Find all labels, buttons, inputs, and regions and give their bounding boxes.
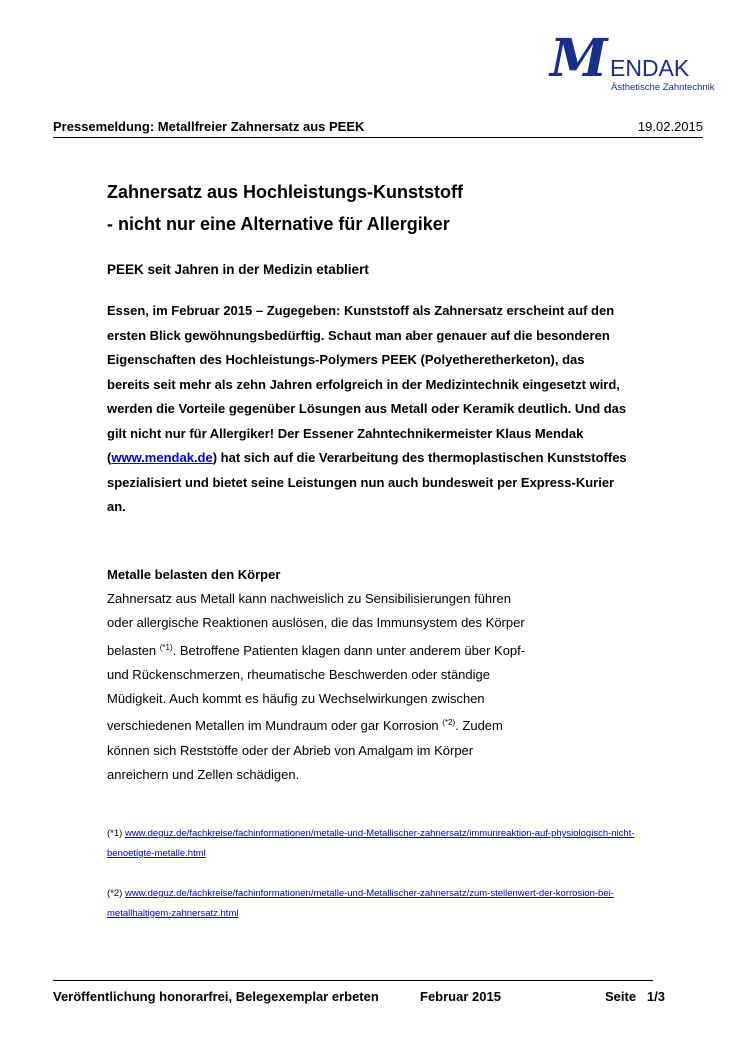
footer-note: Veröffentlichung honorarfrei, Belegexemplar erbeten <box>53 989 379 1004</box>
subheadline: PEEK seit Jahren in der Medizin etabliert <box>107 262 369 277</box>
footnote-1-link[interactable]: www.deguz.de/fachkreise/fachinformationen/metalle-und-Metallischer-zahnersatz/immunreaktion-auf-physiologisch-nicht-benoetigte-metalle.html <box>107 828 635 859</box>
document-header <box>53 119 703 134</box>
footnote-1-label: (*1) <box>107 828 125 839</box>
header-title: Pressemeldung: Metallfreier Zahnersatz aus PEEK <box>53 119 365 134</box>
section-text-1: Zahnersatz aus Metall kann nachweislich zu Sensibilisierungen führen oder allergische Reaktionen auslösen, die das Immunsystem des Körper belasten <box>107 591 525 658</box>
footer-month: Februar 2015 <box>420 989 501 1004</box>
logo-letter: M <box>550 28 608 88</box>
footnote-2-link[interactable]: www.deguz.de/fachkreise/fachinformationen/metalle-und-Metallischer-zahnersatz/zum-stellenwert-der-korrosion-bei-metallhaltigem-zahnersatz.html <box>107 888 614 919</box>
section-heading: Metalle belasten den Körper <box>107 567 281 582</box>
lead-text-1: Essen, im Februar 2015 – Zugegeben: Kunststoff als Zahnersatz erscheint auf den ersten Blick gewöhnungsbedürftig. Schaut man aber genauer auf die besonderen Eigenschaften des Hochleistungs-Polymers PEEK (Polyetheretherketon), das bereits seit mehr als zehn Jahren erfolgreich in der Medizintechnik eingesetzt wird, werden die Vorteile gegenüber Lösungen aus Metall oder Keramik deutlich. Und das gilt nicht nur für Allergiker! Der Essener Zahntechnikermeister Klaus Mendak ( <box>107 303 627 465</box>
footnote-1 <box>107 824 667 863</box>
lead-paragraph <box>107 299 627 520</box>
logo-wordmark: ENDAK <box>610 55 690 81</box>
footnote-2 <box>107 884 667 923</box>
section-body <box>107 587 537 787</box>
footer-page: Seite 1/3 <box>605 989 665 1004</box>
footer-divider <box>53 980 653 981</box>
section-text-2: . Betroffene Patienten klagen dann unter anderem über Kopf- und Rückenschmerzen, rheumatische Beschwerden oder ständige Müdigkeit. Auch kommt es häufig zu Wechselwirkungen zwischen verschiedenen Metallen im Mundraum oder gar Korrosion <box>107 642 526 734</box>
reference-1: (*1) <box>159 642 173 652</box>
logo-mark <box>548 28 708 88</box>
headline-line-2: - nicht nur eine Alternative für Allergiker <box>107 214 450 234</box>
reference-2: (*2) <box>442 718 456 728</box>
footnote-2-label: (*2) <box>107 888 125 899</box>
logo-tagline: Ästhetische Zahntechnik <box>611 82 715 93</box>
section-text-3: . Zudem können sich Reststoffe oder der Abrieb von Amalgam im Körper anreichern und Zellen schädigen. <box>107 718 503 783</box>
header-divider <box>53 137 703 138</box>
lead-text-2: ) hat sich auf die Verarbeitung des thermoplastischen Kunststoffes spezialisiert und bietet seine Leistungen nun auch bundesweit per Express-Kurier an. <box>107 450 627 514</box>
mendak-website-link[interactable]: www.mendak.de <box>111 450 213 465</box>
header-date: 19.02.2015 <box>637 119 703 134</box>
headline <box>107 176 463 240</box>
headline-line-1: Zahnersatz aus Hochleistungs-Kunststoff <box>107 182 464 202</box>
